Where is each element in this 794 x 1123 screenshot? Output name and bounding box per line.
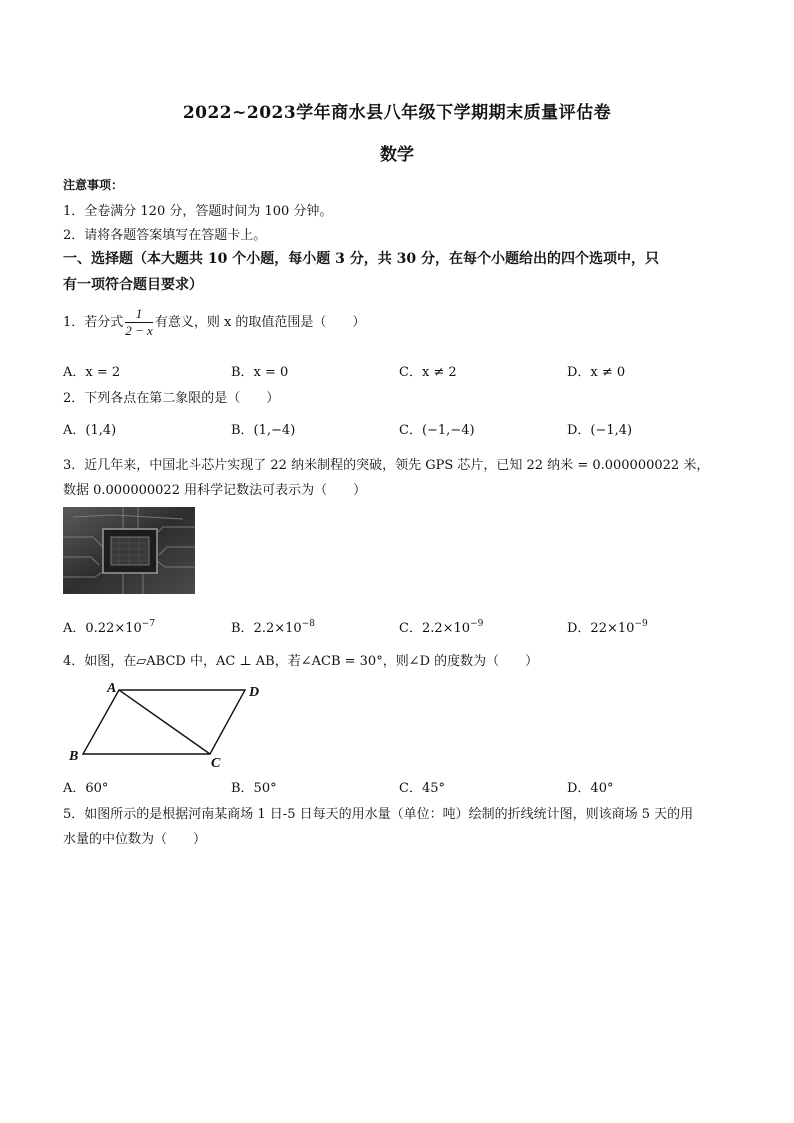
chip-image: [63, 507, 195, 594]
q1-option-b: B．x = 0: [231, 365, 289, 380]
q3-option-d-exp: −9: [634, 619, 648, 629]
section-heading-line1: 一、选择题（本大题共 10 个小题，每小题 3 分，共 30 分，在每个小题给出的四个选项中，只: [63, 251, 659, 267]
q4-option-b: B．50°: [231, 781, 277, 796]
q1-fraction: [125, 306, 153, 339]
q3-option-b: [231, 617, 315, 636]
q1-prefix: 1．若分式: [63, 315, 124, 330]
diagonal-ac: [119, 690, 210, 754]
q3-option-a-exp: −7: [141, 619, 156, 629]
q2-option-c: C．(−1,−4): [399, 423, 475, 438]
label-c: C: [211, 756, 221, 770]
label-b: B: [69, 749, 79, 764]
note-1: 1．全卷满分 120 分，答题时间为 100 分钟。: [63, 204, 333, 219]
q3-option-b-base: B．2.2×10: [231, 621, 302, 636]
q3-option-d: [567, 617, 648, 636]
question-4: 4．如图，在▱ABCD 中，AC ⊥ AB，若∠ACB = 30°，则∠D 的度数为（ ）: [63, 654, 539, 669]
chip-photo: [63, 507, 195, 594]
question-2: 2．下列各点在第二象限的是（ ）: [63, 391, 280, 406]
exam-title: 2022~2023学年商水县八年级下学期期末质量评估卷: [182, 103, 612, 123]
question-3-line1: 3．近几年来，中国北斗芯片实现了 22 纳米制程的突破，领先 GPS 芯片，已知 22 纳米 = 0.000000022 米，: [63, 458, 710, 473]
subject-title: 数学: [380, 145, 414, 165]
question-5-line2: 水量的中位数为（ ）: [63, 832, 207, 847]
q3-option-b-exp: −8: [301, 619, 315, 629]
note-2: 2．请将各题答案填写在答题卡上。: [63, 228, 267, 243]
question-1: [63, 306, 365, 339]
q2-option-a: A．(1,4): [63, 423, 117, 438]
question-3-line2: 数据 0.000000022 用科学记数法可表示为（ ）: [63, 483, 367, 498]
q3-option-a-base: A．0.22×10: [63, 621, 142, 636]
q2-option-b: B．(1,−4): [231, 423, 296, 438]
q4-option-a: A．60°: [63, 781, 109, 796]
notes-heading: 注意事项：: [63, 178, 124, 192]
section-heading-line2: 有一项符合题目要求）: [63, 277, 203, 293]
q1-option-c: C．x ≠ 2: [399, 365, 457, 380]
question-5-line1: 5．如图所示的是根据河南某商场 1 日-5 日每天的用水量（单位：吨）绘制的折线统计图，则该商场 5 天的用: [63, 807, 694, 822]
q3-option-d-base: D．22×10: [567, 621, 635, 636]
q3-option-c-exp: −9: [470, 619, 484, 629]
q3-option-a: [63, 617, 155, 636]
q1-frac-denominator: 2 − x: [125, 323, 153, 338]
q4-option-d: D．40°: [567, 781, 614, 796]
parallelogram-diagram: [63, 680, 273, 770]
q1-option-d: D．x ≠ 0: [567, 365, 626, 380]
q3-option-c: [399, 617, 483, 636]
parallelogram-figure: [63, 680, 273, 770]
q1-suffix: 有意义，则 x 的取值范围是（ ）: [154, 315, 366, 330]
q1-option-a: A．x = 2: [63, 365, 121, 380]
q3-option-c-base: C．2.2×10: [399, 621, 471, 636]
q4-option-c: C．45°: [399, 781, 445, 796]
label-d: D: [249, 685, 260, 700]
q1-frac-numerator: 1: [125, 306, 153, 323]
q2-option-d: D．(−1,4): [567, 423, 633, 438]
label-a: A: [107, 681, 117, 696]
